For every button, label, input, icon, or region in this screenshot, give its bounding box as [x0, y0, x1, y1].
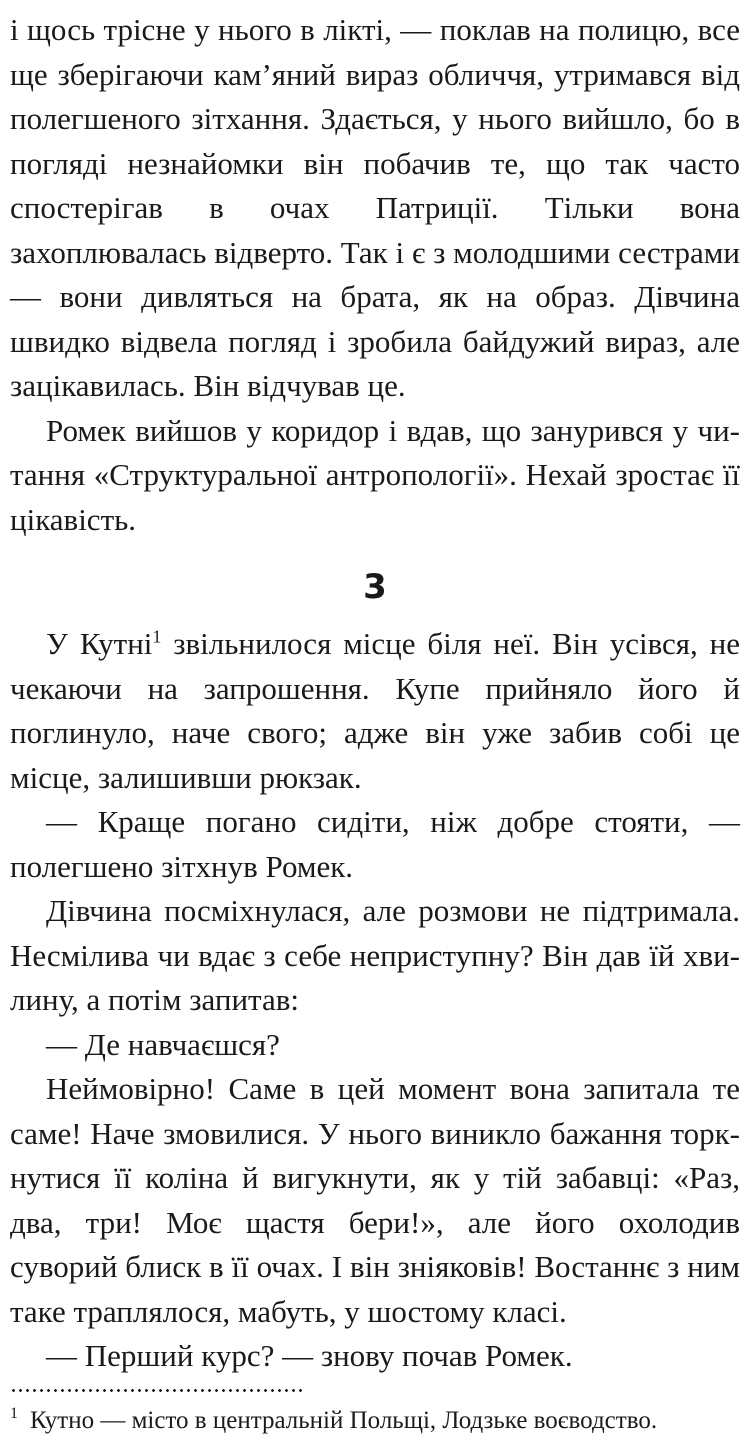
paragraph: Неймовірно! Саме в цей момент вона запитала те саме! Наче змовилися. У нього виникло бажання торкнутися її коліна й вигукнути, як у тій забавці: «Раз, два, три! Моє щастя бери!», але його охолодив суворий блиск в її очах. І він зніяковів! Востаннє з ним таке траплялося, мабуть, у шостому класі.: [10, 1071, 740, 1329]
paragraph-continued: і щось трісне у нього в лікті, — поклав на полицю, все ще зберігаючи кам’яний вираз обличчя, утримався від полегшеного зітхання. Здається, у нього вийшло, бо в погляді незнайомки він побачив те, що так часто спостерігав в очах Патриції. Тільки вона захоплювалась відверто. Так і є з молодшими сестрами — вони дивляться на брата, як на образ. Дівчина швидко відвела погляд і зробила байдужий вираз, але зацікавилась. Він відчував це.: [10, 12, 740, 403]
paragraph: Дівчина посміхнулася, але розмови не підтримала. Несмілива чи вдає з себе неприступну? Він дав їй хвилину, а потім запитав:: [10, 893, 740, 1017]
footnote-reference: 1: [152, 626, 162, 647]
dialogue-line: — Перший курс? — знову почав Ромек.: [46, 1338, 573, 1373]
paragraph-text-after-note: звільнилося місце біля неї. Він усівся, не чекаючи на запрошення. Купе прийняло його й поглинуло, наче свого; адже він уже забив собі це місце, залишивши рюкзак.: [10, 626, 741, 795]
footnote-separator: [10, 1389, 306, 1392]
paragraph-text-before-note: У Кутні: [46, 626, 153, 661]
paragraph-reading: Ромек вийшов у коридор і вдав, що занурився у читання «Структуральної антропології». Нехай зростає її цікавість.: [10, 412, 740, 537]
dialogue-line: — Де навчаєшся?: [46, 1026, 280, 1062]
chapter-number: 3: [363, 567, 387, 607]
footnote: [10, 1404, 740, 1438]
footnote-mark: 1: [10, 1405, 18, 1423]
footnote-text: Кутно — місто в центральній Польщі, Лодзьке воєводство.: [30, 1406, 658, 1434]
chapter-first-paragraph: [10, 622, 740, 800]
dialogue-line: — Краще погано сидіти, ніж добре стояти, — полегшено зітхнув Ромек.: [10, 804, 740, 884]
book-page: [10, 0, 740, 1438]
